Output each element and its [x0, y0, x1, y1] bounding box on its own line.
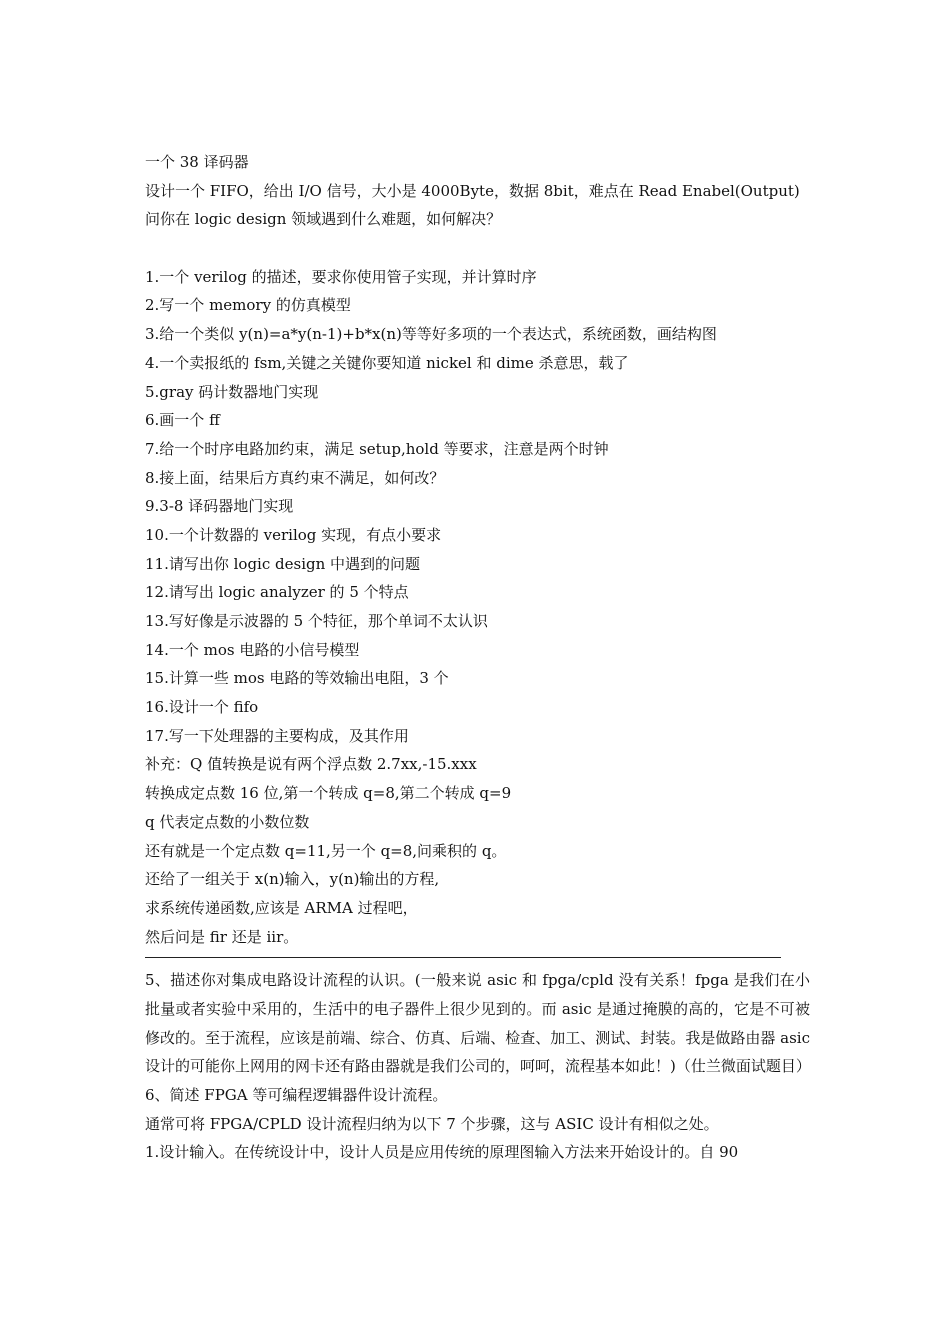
text-line: 一个 38 译码器 [145, 153, 249, 171]
list-item: 2.写一个 memory 的仿真模型 [145, 296, 351, 315]
text-line: 问你在 logic design 领域遇到什么难题，如何解决？ [145, 210, 502, 229]
text-line: 求系统传递函数,应该是 ARMA 过程吧， [145, 898, 418, 917]
list-item: 7.给一个时序电路加约束，满足 setup,hold 等要求，注意是两个时钟 [145, 439, 609, 458]
section-6-heading: 6、简述 FPGA 等可编程逻辑器件设计流程。 [145, 1086, 448, 1105]
blank-line [145, 234, 810, 263]
section-6-intro: 通常可将 FPGA/CPLD 设计流程归纳为以下 7 个步骤，这与 ASIC 设计有相似之处。 [145, 1114, 719, 1133]
horizontal-divider [145, 957, 781, 958]
list-item: 9.3-8 译码器地门实现 [145, 497, 294, 516]
list-item: 16.设计一个 fifo [145, 698, 259, 717]
text-line: 补充：Q 值转换是说有两个浮点数 2.7xx,-15.xxx [145, 755, 477, 774]
list-item: 3.给一个类似 y(n)=a*y(n-1)+b*x(n)等等好多项的一个表达式，系统函数，画结构图 [145, 325, 717, 344]
list-item: 13.写好像是示波器的 5 个特征，那个单词不太认识 [145, 612, 488, 630]
list-item: 17.写一下处理器的主要构成，及其作用 [145, 726, 409, 745]
list-item: 1.一个 verilog 的描述，要求你使用管子实现，并计算时序 [145, 267, 537, 286]
text-line: 转换成定点数 16 位,第一个转成 q=8,第二个转成 q=9 [145, 784, 512, 803]
list-item: 15.计算一些 mos 电路的等效输出电阻，3 个 [145, 669, 449, 688]
list-item: 10.一个计数器的 verilog 实现，有点小要求 [145, 525, 442, 544]
text-line: 设计一个 FIFO，给出 I/O 信号，大小是 4000Byte，数据 8bit，难点在 Read Enabel(Output) [145, 181, 800, 200]
text-line: q 代表定点数的小数位数 [145, 812, 310, 831]
list-item: 4.一个卖报纸的 fsm,关键之关键你要知道 nickel 和 dime 杀意思，载了 [145, 353, 629, 372]
document-page [145, 148, 810, 1167]
list-item: 5.gray 码计数器地门实现 [145, 382, 319, 401]
section-6-step-1: 1.设计输入。在传统设计中，设计人员是应用传统的原理图输入方法来开始设计的。自 90 [145, 1143, 739, 1162]
list-item: 6.画一个 ff [145, 411, 220, 430]
text-line: 还有就是一个定点数 q=11,另一个 q=8,问乘积的 q。 [145, 841, 507, 860]
list-item: 14.一个 mos 电路的小信号模型 [145, 640, 360, 659]
list-item: 8.接上面，结果后方真约束不满足，如何改？ [145, 468, 445, 487]
list-item: 12.请写出 logic analyzer 的 5 个特点 [145, 583, 409, 602]
text-line: 然后问是 fir 还是 iir。 [145, 927, 299, 946]
list-item: 11.请写出你 logic design 中遇到的问题 [145, 554, 421, 573]
text-line: 还给了一组关于 x(n)输入，y(n)输出的方程, [145, 870, 440, 889]
section-5-paragraph: 5、描述你对集成电路设计流程的认识。(一般来说 asic 和 fpga/cpld 没有关系！fpga 是我们在小批量或者实验中采用的，生活中的电子器件上很少见到的。而 asic 是通过掩膜的高的，它是不可被修改的。至于流程，应该是前端、综合、仿真、后端、检查、加工、测试、封装。我是做路由器 asic 设计的可能你上网用的网卡还有路由器就是我们公司的，呵呵，流程基本如此！)（仕兰微面试题目） [145, 971, 811, 1076]
